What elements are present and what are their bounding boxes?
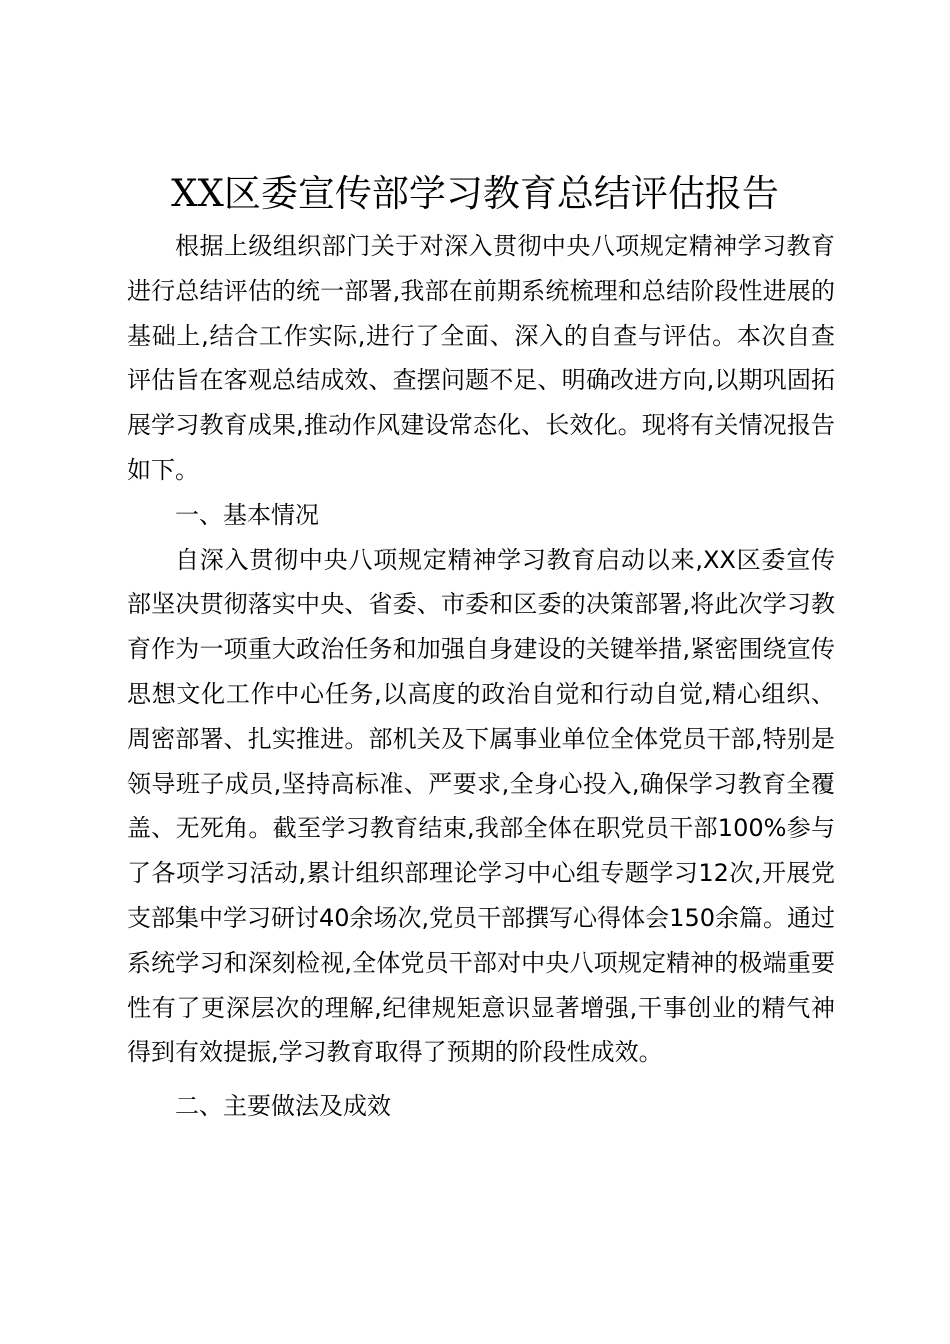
basic-situation-paragraph: 自深入贯彻中央八项规定精神学习教育启动以来,XX区委宣传部坚决贯彻落实中央、省委、市委和区委的决策部署,将此次学习教育作为一项重大政治任务和加强自身建设的关键举措,紧密围绕宣传思想文化工作中心任务,以高度的政治自觉和行动自觉,精心组织、周密部署、扎实推进。部机关及下属事业单位全体党员干部,特别是领导班子成员,坚持高标准、严要求,全身心投入,确保学习教育全覆盖、无死角。截至学习教育结束,我部全体在职党员干部100%参与了各项学习活动,累计组织部理论学习中心组专题学习12次,开展党支部集中学习研讨40余场次,党员干部撰写心得体会150余篇。通过系统学习和深刻检视,全体党员干部对中央八项规定精神的极端重要性有了更深层次的理解,纪律规矩意识显著增强,干事创业的精气神得到有效提振,学习教育取得了预期的阶段性成效。 (127, 545, 835, 1067)
intro-paragraph: 根据上级组织部门关于对深入贯彻中央八项规定精神学习教育进行总结评估的统一部署,我部在前期系统梳理和总结阶段性进展的基础上,结合工作实际,进行了全面、深入的自查与评估。本次自查评估旨在客观总结成效、查摆问题不足、明确改进方向,以期巩固拓展学习教育成果,推动作风建设常态化、长效化。现将有关情况报告如下。 (127, 232, 835, 484)
document-title: XX区委宣传部学习教育总结评估报告 (171, 172, 779, 215)
section-heading-main-practices: 二、主要做法及成效 (175, 1092, 391, 1121)
document-body (127, 224, 835, 1129)
section-heading-basic-situation: 一、基本情况 (175, 500, 319, 529)
